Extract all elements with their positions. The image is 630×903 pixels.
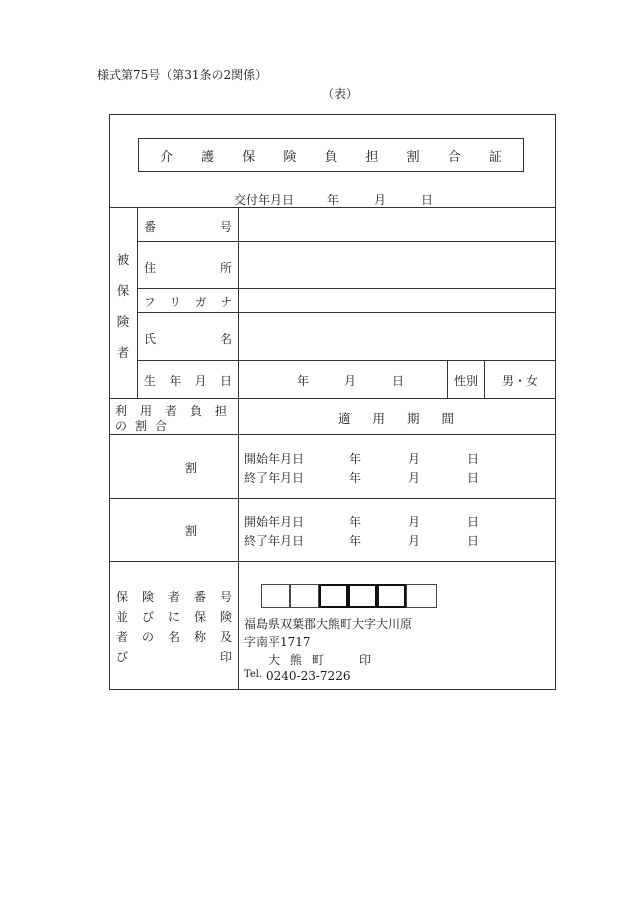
insurer-number-digit-box bbox=[348, 584, 377, 608]
insured-label-char: 保 bbox=[116, 283, 130, 298]
tel-label: Tel. bbox=[244, 669, 263, 680]
card-title bbox=[138, 138, 524, 172]
start-day: 日 bbox=[467, 515, 480, 529]
insurer-address-line1: 福島県双葉郡大熊町大字大川原 bbox=[244, 617, 413, 631]
label-char: 負 bbox=[189, 404, 202, 418]
issue-date-month: 月 bbox=[374, 193, 387, 207]
insured-label-char: 者 bbox=[116, 345, 130, 360]
rule bbox=[109, 434, 556, 435]
tel-number: 0240-23-7226 bbox=[266, 669, 351, 683]
title-char: 合 bbox=[447, 149, 461, 165]
insurer-number-digit-box bbox=[261, 584, 290, 608]
insured-label-char: 被 bbox=[116, 252, 130, 267]
insurer-town-name bbox=[268, 651, 324, 668]
rule bbox=[137, 360, 556, 361]
rule bbox=[109, 398, 556, 399]
burden-header-line2 bbox=[115, 417, 167, 434]
label-char: フ bbox=[144, 295, 156, 309]
label-char: 熊 bbox=[289, 653, 302, 667]
rule bbox=[484, 360, 485, 398]
label-char: 適 bbox=[338, 411, 351, 426]
label-char: の bbox=[115, 419, 128, 433]
insured-label-char: 険 bbox=[116, 314, 130, 329]
rule bbox=[137, 241, 556, 242]
label-char: 日 bbox=[219, 374, 232, 388]
insurer-label-row bbox=[116, 628, 232, 645]
rule bbox=[137, 207, 138, 398]
label-char: 所 bbox=[219, 261, 232, 275]
ratio-label: 割 bbox=[185, 524, 198, 538]
start-day: 日 bbox=[467, 452, 480, 466]
label-char: 大 bbox=[268, 653, 281, 667]
period-header bbox=[338, 409, 454, 427]
label-char: 年 bbox=[169, 374, 182, 388]
birth-day: 日 bbox=[392, 374, 405, 388]
label-char: 者 bbox=[167, 590, 180, 604]
issue-date-year: 年 bbox=[327, 193, 340, 207]
end-month: 月 bbox=[408, 534, 421, 548]
start-year: 年 bbox=[349, 515, 362, 529]
title-char: 証 bbox=[488, 149, 502, 165]
label-char: リ bbox=[169, 295, 181, 309]
insurer-number-digit-box bbox=[406, 584, 437, 608]
label-char: 用 bbox=[139, 404, 152, 418]
label-char: 者 bbox=[164, 404, 177, 418]
start-year: 年 bbox=[349, 452, 362, 466]
rule bbox=[447, 360, 448, 398]
gender-value: 男・女 bbox=[502, 374, 539, 388]
label-char: 保 bbox=[193, 610, 206, 624]
birth-month: 月 bbox=[344, 374, 357, 388]
label-char: 利 bbox=[115, 404, 128, 418]
label-char: 期 bbox=[406, 411, 420, 426]
label-char: 住 bbox=[144, 261, 157, 275]
title-char: 負 bbox=[324, 149, 338, 165]
end-year: 年 bbox=[349, 471, 362, 485]
label-char: 号 bbox=[219, 590, 232, 604]
title-char: 割 bbox=[406, 149, 420, 165]
start-month: 月 bbox=[408, 452, 421, 466]
label-char: 険 bbox=[219, 610, 232, 624]
insurer-label-row bbox=[116, 648, 232, 665]
start-month: 月 bbox=[408, 515, 421, 529]
label-char: 担 bbox=[214, 404, 227, 418]
start-date-label: 開始年月日 bbox=[244, 515, 305, 529]
label-char: 号 bbox=[219, 220, 232, 234]
label-char: 生 bbox=[144, 374, 157, 388]
insurer-number-digit-box bbox=[290, 584, 319, 608]
insurer-label-row bbox=[116, 608, 232, 625]
rule bbox=[109, 561, 556, 562]
ratio-label: 割 bbox=[185, 461, 198, 475]
rule bbox=[238, 207, 239, 690]
label-char: 及 bbox=[219, 630, 232, 644]
label-char: 名 bbox=[167, 630, 180, 644]
label-char: 合 bbox=[154, 419, 167, 433]
seal-mark: 印 bbox=[359, 653, 372, 667]
end-date-label: 終了年月日 bbox=[244, 471, 305, 485]
insured-number-label bbox=[144, 218, 232, 235]
insured-address-label bbox=[144, 259, 232, 276]
end-month: 月 bbox=[408, 471, 421, 485]
rule bbox=[109, 498, 556, 499]
label-char: 氏 bbox=[144, 332, 157, 346]
end-year: 年 bbox=[349, 534, 362, 548]
title-char: 険 bbox=[283, 149, 297, 165]
label-char: 月 bbox=[194, 374, 207, 388]
gender-label: 性別 bbox=[454, 374, 479, 388]
end-day: 日 bbox=[467, 534, 480, 548]
end-date-label: 終了年月日 bbox=[244, 534, 305, 548]
label-char: ガ bbox=[195, 295, 207, 309]
title-char: 担 bbox=[365, 149, 379, 165]
insurer-number-digit-box bbox=[377, 584, 406, 608]
label-char: 称 bbox=[193, 630, 206, 644]
insured-birth-label bbox=[144, 372, 232, 389]
insurer-number-digit-box bbox=[319, 584, 348, 608]
form-side-label: （表） bbox=[322, 87, 359, 101]
label-char: 番 bbox=[144, 220, 157, 234]
rule bbox=[137, 312, 556, 313]
label-char: に bbox=[167, 610, 180, 624]
label-char: 険 bbox=[141, 590, 154, 604]
label-char: 印 bbox=[219, 650, 232, 664]
label-char: 町 bbox=[311, 653, 324, 667]
label-char: び bbox=[116, 650, 129, 664]
start-date-label: 開始年月日 bbox=[244, 452, 305, 466]
label-char: 番 bbox=[193, 590, 206, 604]
issue-date-day: 日 bbox=[421, 193, 434, 207]
label-char: ナ bbox=[220, 295, 232, 309]
birth-year: 年 bbox=[297, 374, 310, 388]
label-char: 名 bbox=[219, 332, 232, 346]
insurer-label-row bbox=[116, 588, 232, 605]
title-char: 保 bbox=[242, 149, 256, 165]
label-char: の bbox=[141, 630, 154, 644]
insured-section-label bbox=[113, 244, 133, 368]
label-char: び bbox=[141, 610, 154, 624]
rule bbox=[137, 288, 556, 289]
label-char: 用 bbox=[372, 411, 385, 426]
title-char: 介 bbox=[160, 149, 174, 165]
insurer-address-line2: 字南平1717 bbox=[244, 635, 311, 649]
insured-furigana-label bbox=[144, 294, 232, 310]
end-day: 日 bbox=[467, 471, 480, 485]
issue-date-label: 交付年月日 bbox=[234, 193, 295, 207]
label-char: 間 bbox=[441, 411, 454, 426]
form-number: 様式第75号（第31条の2関係） bbox=[97, 68, 268, 82]
rule bbox=[109, 207, 556, 208]
label-char: 保 bbox=[116, 590, 129, 604]
label-char: 並 bbox=[116, 610, 129, 624]
label-char: 割 bbox=[134, 419, 147, 433]
insured-name-label bbox=[144, 330, 232, 347]
title-char: 護 bbox=[201, 149, 215, 165]
label-char: 者 bbox=[116, 630, 129, 644]
